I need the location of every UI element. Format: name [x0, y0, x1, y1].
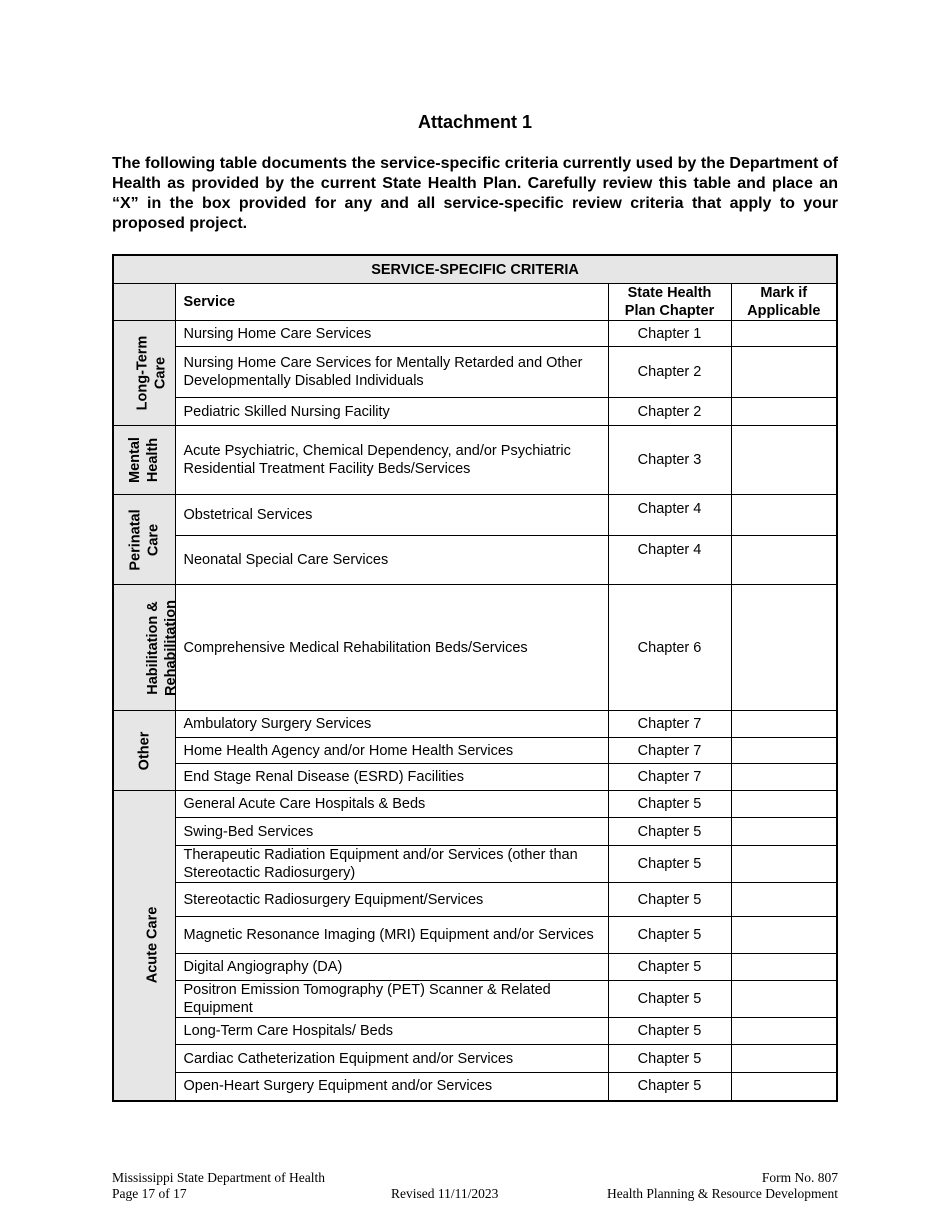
category-label: Other [136, 731, 153, 770]
footer-revised: Revised 11/11/2023 [391, 1186, 499, 1201]
chapter: Chapter 1 [608, 321, 731, 347]
chapter: Chapter 5 [608, 818, 731, 846]
chapter: Chapter 5 [608, 917, 731, 954]
service-name: Cardiac Catheterization Equipment and/or Services [175, 1045, 608, 1073]
chapter: Chapter 2 [608, 398, 731, 426]
mark-box[interactable] [731, 1045, 837, 1073]
header-service: Service [175, 284, 608, 321]
header-chapter-line1: State Health [627, 285, 712, 301]
mark-box[interactable] [731, 791, 837, 818]
category-label: Rehabilitation [162, 599, 179, 696]
service-name: Swing-Bed Services [175, 818, 608, 846]
chapter: Chapter 7 [608, 738, 731, 764]
service-name: Neonatal Special Care Services [175, 536, 608, 585]
footer-org: Mississippi State Department of Health [112, 1170, 325, 1185]
header-mark-line1: Mark if [760, 285, 808, 301]
chapter: Chapter 3 [608, 426, 731, 495]
header-blank-cell [113, 284, 175, 321]
category-label: Care [145, 523, 162, 556]
category-label: Acute Care [144, 906, 161, 984]
footer-page: Page 17 of 17 [112, 1186, 187, 1201]
category-acute-care [113, 791, 175, 1101]
mark-box[interactable] [731, 398, 837, 426]
chapter: Chapter 5 [608, 791, 731, 818]
mark-box[interactable] [731, 321, 837, 347]
category-long-term-care [113, 321, 175, 426]
category-label: Mental [127, 437, 144, 483]
category-habilitation-rehabilitation [113, 585, 179, 711]
service-name: Comprehensive Medical Rehabilitation Beds/Services [175, 585, 608, 711]
footer-division: Health Planning & Resource Development [607, 1186, 838, 1201]
intro-paragraph: The following table documents the service-specific criteria currently used by the Department of Health as provided by the current State Health Plan. Carefully review this table and place an “X” in the box provided for any and all service-specific review criteria that apply to your proposed project. [112, 155, 838, 232]
category-label: Care [152, 356, 169, 390]
service-name: Digital Angiography (DA) [175, 954, 608, 981]
chapter: Chapter 5 [608, 846, 731, 883]
mark-box[interactable] [731, 954, 837, 981]
chapter: Chapter 5 [608, 1073, 731, 1101]
service-criteria-table [112, 254, 838, 1102]
chapter: Chapter 2 [608, 347, 731, 398]
category-label: Habilitation & [144, 600, 161, 695]
category-other [113, 711, 175, 791]
header-mark [731, 284, 837, 321]
chapter: Chapter 4 [608, 495, 731, 536]
service-name: Stereotactic Radiosurgery Equipment/Services [175, 883, 608, 917]
category-mental-health [113, 426, 175, 495]
mark-box[interactable] [731, 818, 837, 846]
mark-box[interactable] [731, 711, 837, 738]
category-label: Long-Term [134, 335, 151, 411]
chapter: Chapter 5 [608, 1045, 731, 1073]
category-label: Perinatal [127, 508, 144, 571]
service-name: Home Health Agency and/or Home Health Services [175, 738, 608, 764]
mark-box[interactable] [731, 1018, 837, 1045]
service-name: Acute Psychiatric, Chemical Dependency, and/or Psychiatric Residential Treatment Facility Beds/Services [175, 426, 608, 495]
chapter: Chapter 5 [608, 954, 731, 981]
service-name: Therapeutic Radiation Equipment and/or Services (other than Stereotactic Radiosurgery) [175, 846, 608, 883]
mark-box[interactable] [731, 981, 837, 1018]
mark-box[interactable] [731, 846, 837, 883]
service-name: Open-Heart Surgery Equipment and/or Services [175, 1073, 608, 1101]
footer-form-no: Form No. 807 [761, 1170, 838, 1185]
mark-box[interactable] [731, 1073, 837, 1101]
table-caption: SERVICE-SPECIFIC CRITERIA [113, 255, 837, 284]
category-label: Health [145, 437, 162, 483]
mark-box[interactable] [731, 536, 837, 585]
header-mark-line2: Applicable [747, 303, 821, 319]
chapter: Chapter 5 [608, 981, 731, 1018]
service-name: General Acute Care Hospitals & Beds [175, 791, 608, 818]
service-name: Nursing Home Care Services for Mentally Retarded and Other Developmentally Disabled Individuals [175, 347, 608, 398]
page-title: Attachment 1 [417, 112, 533, 132]
service-name: Ambulatory Surgery Services [175, 711, 608, 738]
mark-box[interactable] [731, 347, 837, 398]
chapter: Chapter 6 [608, 585, 731, 711]
service-name: Nursing Home Care Services [175, 321, 608, 347]
header-chapter [608, 284, 731, 321]
mark-box[interactable] [731, 738, 837, 764]
mark-box[interactable] [731, 426, 837, 495]
chapter: Chapter 7 [608, 711, 731, 738]
header-chapter-line2: Plan Chapter [624, 303, 715, 319]
service-name: Positron Emission Tomography (PET) Scanner & Related Equipment [175, 981, 608, 1018]
category-perinatal-care [113, 495, 175, 585]
mark-box[interactable] [731, 883, 837, 917]
service-name: End Stage Renal Disease (ESRD) Facilities [175, 764, 608, 791]
chapter: Chapter 5 [608, 1018, 731, 1045]
mark-box[interactable] [731, 917, 837, 954]
footer-left [112, 1170, 325, 1202]
service-name: Magnetic Resonance Imaging (MRI) Equipment and/or Services [175, 917, 608, 954]
service-name: Long-Term Care Hospitals/ Beds [175, 1018, 608, 1045]
service-name: Pediatric Skilled Nursing Facility [175, 398, 608, 426]
chapter: Chapter 7 [608, 764, 731, 791]
service-name: Obstetrical Services [175, 495, 608, 536]
mark-box[interactable] [731, 585, 837, 711]
footer-right [607, 1170, 838, 1202]
chapter: Chapter 4 [608, 536, 731, 585]
mark-box[interactable] [731, 764, 837, 791]
chapter: Chapter 5 [608, 883, 731, 917]
mark-box[interactable] [731, 495, 837, 536]
